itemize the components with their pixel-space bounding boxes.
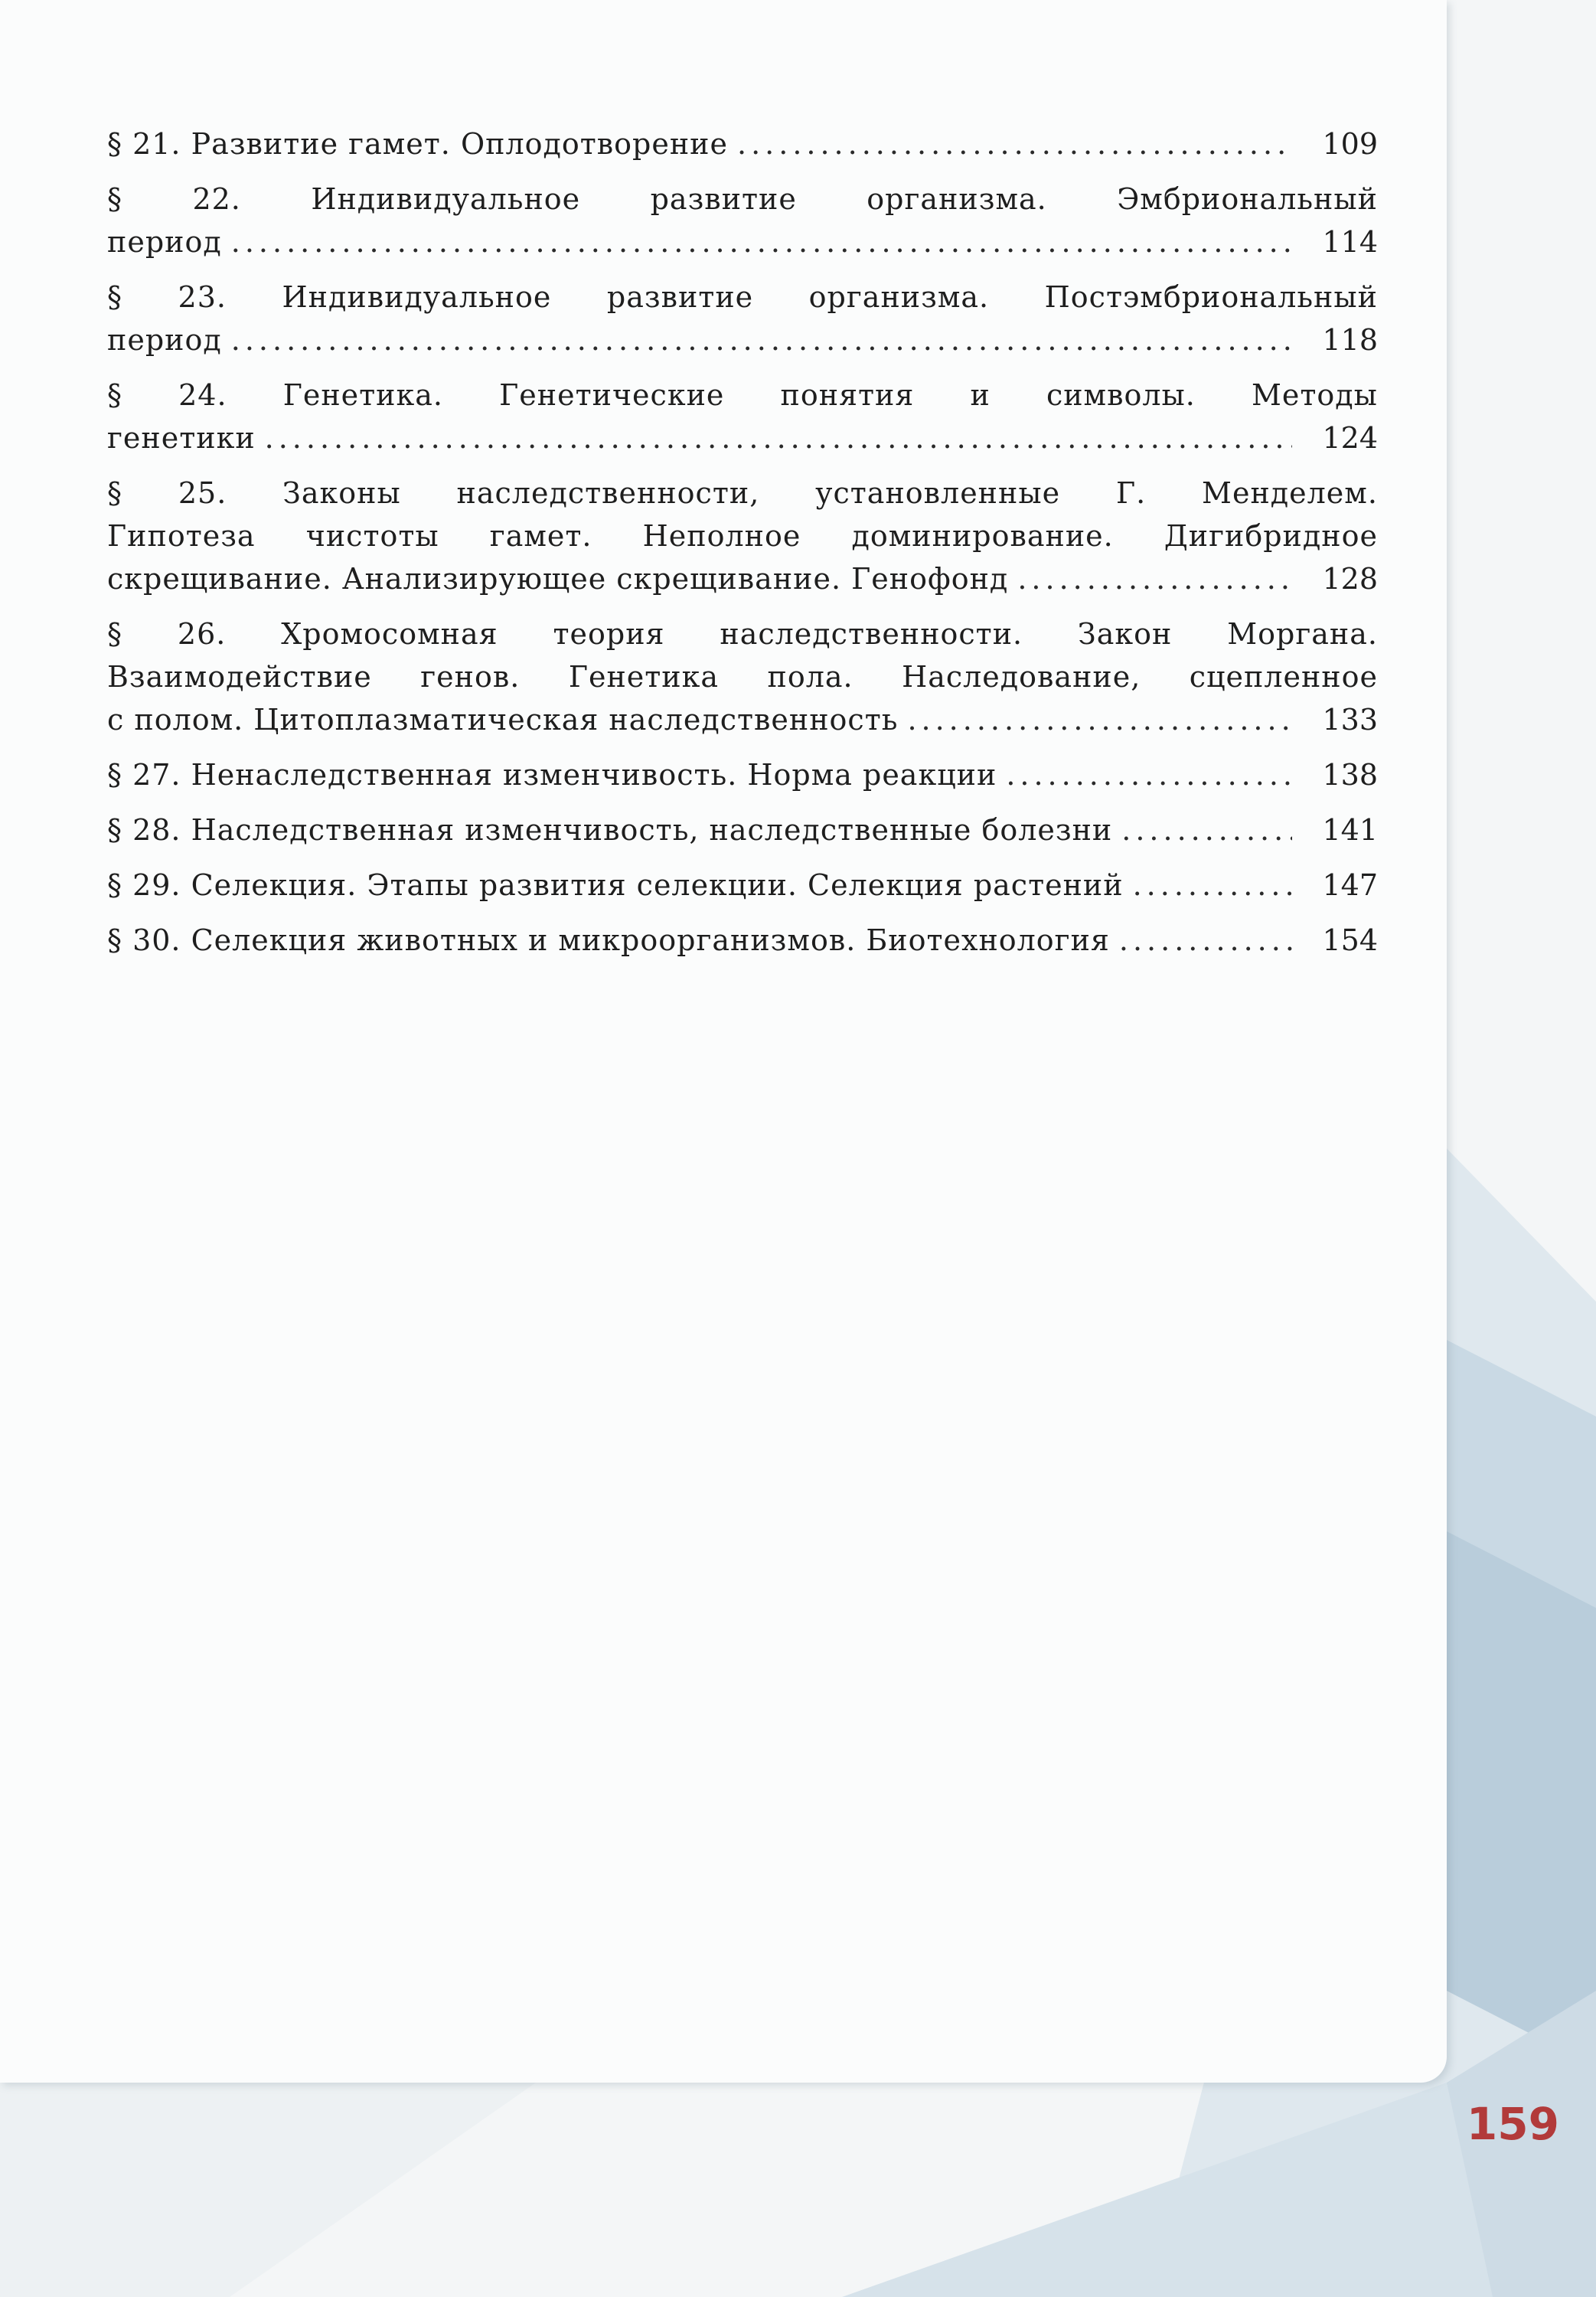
toc-text: § 29. Селекция. Этапы развития селекции. Селекция растений xyxy=(107,868,1124,902)
toc-line xyxy=(107,809,1378,851)
leader-dots xyxy=(231,221,1292,263)
toc-line xyxy=(107,919,1378,962)
leader-dots xyxy=(1133,864,1292,907)
toc-line xyxy=(107,374,1378,417)
toc-entry xyxy=(107,374,1378,459)
toc-line xyxy=(107,515,1378,557)
toc-line xyxy=(107,864,1378,907)
page-number: 159 xyxy=(1466,2098,1559,2150)
toc-page-number: 147 xyxy=(1322,868,1378,902)
table-of-contents xyxy=(107,123,1378,974)
leader-dots xyxy=(1017,557,1292,600)
toc-entry xyxy=(107,864,1378,907)
toc-line xyxy=(107,698,1378,741)
toc-entry xyxy=(107,276,1378,361)
toc-text: Гипотеза чистоты гамет. Неполное доминирование. Дигибридное xyxy=(107,519,1378,553)
toc-line xyxy=(107,472,1378,515)
toc-page-number: 141 xyxy=(1322,813,1378,847)
toc-line xyxy=(107,123,1378,165)
leader-dots xyxy=(1121,809,1292,851)
toc-text: § 24. Генетика. Генетические понятия и символы. Методы xyxy=(107,378,1378,412)
toc-line xyxy=(107,178,1378,221)
toc-entry xyxy=(107,919,1378,962)
toc-entry xyxy=(107,753,1378,796)
toc-text: § 22. Индивидуальное развитие организма. Эмбриональный xyxy=(107,182,1378,216)
toc-page-number: 124 xyxy=(1322,421,1378,455)
toc-text: генетики xyxy=(107,421,256,455)
toc-entry xyxy=(107,809,1378,851)
toc-text: Взаимодействие генов. Генетика пола. Наследование, сцепленное xyxy=(107,660,1378,694)
toc-text: период xyxy=(107,323,222,357)
toc-line xyxy=(107,221,1378,263)
toc-line xyxy=(107,613,1378,655)
toc-text: § 28. Наследственная изменчивость, наследственные болезни xyxy=(107,813,1113,847)
toc-line xyxy=(107,655,1378,698)
toc-line xyxy=(107,276,1378,319)
toc-line xyxy=(107,557,1378,600)
toc-text: § 21. Развитие гамет. Оплодотворение xyxy=(107,127,728,161)
toc-text: скрещивание. Анализирующее скрещивание. Генофонд xyxy=(107,562,1009,596)
toc-text: период xyxy=(107,225,222,259)
toc-entry xyxy=(107,178,1378,263)
toc-page-number: 128 xyxy=(1322,562,1378,596)
toc-text: с полом. Цитоплазматическая наследственность xyxy=(107,703,899,737)
toc-page-number: 114 xyxy=(1322,225,1378,259)
toc-entry xyxy=(107,613,1378,741)
toc-page-number: 138 xyxy=(1322,758,1378,792)
toc-line xyxy=(107,417,1378,459)
toc-entry xyxy=(107,472,1378,600)
toc-line xyxy=(107,319,1378,361)
leader-dots xyxy=(231,319,1292,361)
leader-dots xyxy=(737,123,1292,165)
toc-line xyxy=(107,753,1378,796)
toc-page-number: 118 xyxy=(1322,323,1378,357)
toc-text: § 27. Ненаследственная изменчивость. Норма реакции xyxy=(107,758,997,792)
leader-dots xyxy=(1119,919,1292,962)
leader-dots xyxy=(1006,753,1292,796)
toc-text: § 26. Хромосомная теория наследственности. Закон Моргана. xyxy=(107,617,1378,651)
toc-entry xyxy=(107,123,1378,165)
toc-page-number: 154 xyxy=(1322,923,1378,957)
toc-text: § 23. Индивидуальное развитие организма. Постэмбриональный xyxy=(107,280,1378,314)
leader-dots xyxy=(907,698,1292,741)
toc-page-number: 109 xyxy=(1322,127,1378,161)
toc-text: § 30. Селекция животных и микроорганизмов. Биотехнология xyxy=(107,923,1110,957)
toc-text: § 25. Законы наследственности, установленные Г. Менделем. xyxy=(107,476,1378,510)
toc-page-number: 133 xyxy=(1322,703,1378,737)
leader-dots xyxy=(265,417,1292,459)
